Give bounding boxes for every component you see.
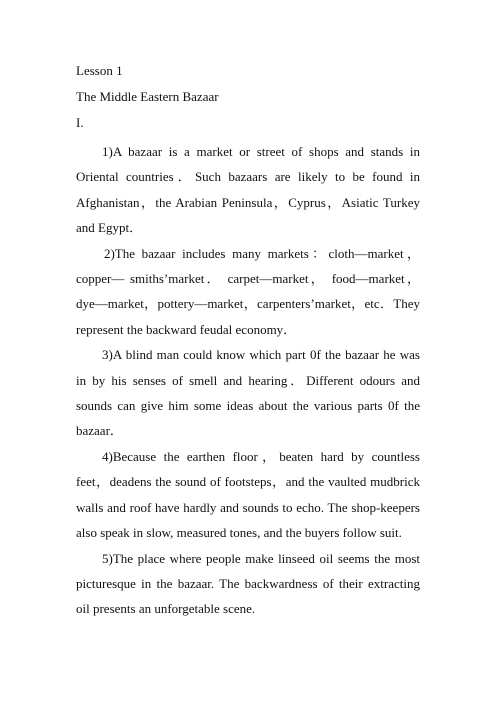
document-title: The Middle Eastern Bazaar: [76, 89, 219, 104]
document-page: [76, 62, 420, 622]
paragraph-1: 1)A bazaar is a market or street of shops and stands in Oriental countries．Such bazaars are likely to be found in Afghanistan，the Arabian Peninsula，Cyprus，Asiatic Turkey and Egypt．: [76, 144, 420, 236]
paragraph-3: 3)A blind man could know which part 0f the bazaar he was in by his senses of smell and hearing．Different odours and sounds can give him some ideas about the various parts 0f the bazaar．: [76, 347, 420, 439]
paragraph-2: 2)The bazaar includes many markets：cloth—market，copper— smiths’market． carpet—market， food—market，dye—market，pottery—market，carpenters’market，etc．They represent the backward feudal economy．: [76, 245, 420, 337]
paragraph-4: 4)Because the earthen floor，beaten hard by countless feet，deadens the sound of footsteps，and the vaulted mudbrick walls and roof have hardly and sounds to echo. The shop-keepers also speak in slow, measured tones, and the buyers follow suit.: [76, 448, 420, 541]
section-number: I.: [76, 115, 84, 130]
paragraph-5: 5)The place where people make linseed oil seems the most picturesque in the bazaar. The backwardness of their extracting oil presents an unforgetable scene.: [76, 550, 420, 617]
lesson-heading: Lesson 1: [76, 63, 123, 78]
